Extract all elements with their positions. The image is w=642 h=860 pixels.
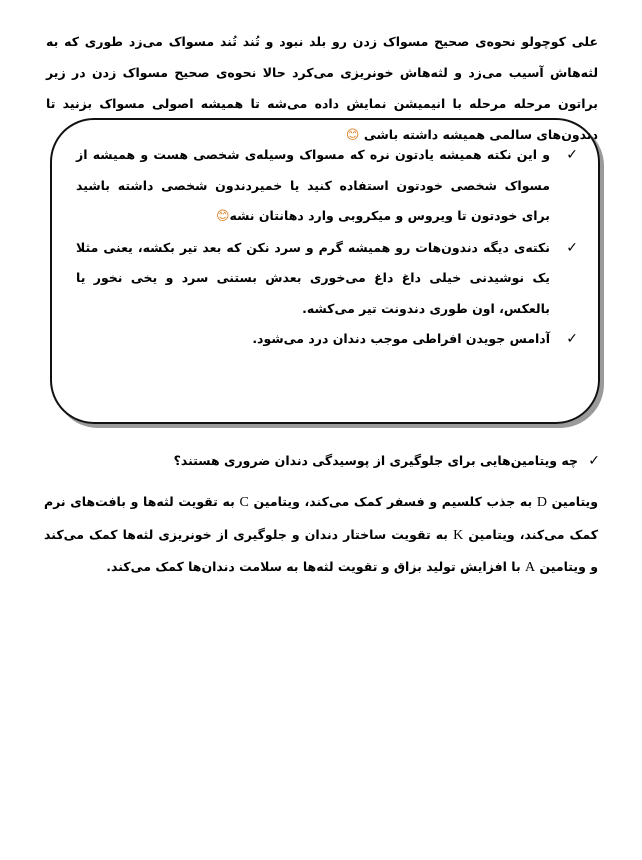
intro-line-1: علی کوچولو نحوه‌ی صحیح مسواک زدن رو بلد نبود و تُند تُند مسواک می‌زد طوری که به لثه‌هاش آسیب: [46, 34, 599, 80]
tip-text: آدامس جویدن افراطی موجب دندان درد می‌شود.: [252, 331, 550, 346]
vitamin-c-label: C: [239, 495, 249, 510]
tip-text: نکته‌ی دیگه دندون‌هات رو همیشه گرم و سرد نکن که بعد تیر بکشه، یعنی مثلا یک نوشیدنی خیلی داغ داغ می‌خوری بعدش بستنی سرد و یخی نخور یا بالعکس، اون طوری دندونت تیر می‌کشه.: [76, 239, 550, 316]
vitamin-a-label: A: [525, 560, 536, 575]
tip-item-chewing-gum: [76, 324, 578, 355]
smiley-emoji-icon: 😊: [345, 128, 360, 143]
answer-text: به جذب کلسیم و فسفر کمک می‌کند، ویتامین: [253, 494, 533, 509]
intro-line-3: نمایش داده می‌شه تا همیشه اصولی مسواک بزنید تا دندون‌های سالمی همیشه داشته باشی: [46, 96, 598, 142]
vitamin-k-label: K: [453, 527, 464, 543]
checkmark-icon: ✓: [566, 239, 578, 256]
answer-text: با افزایش تولید بزاق و تقویت لثه‌ها به سلامت دندان‌ها کمک می‌کند.: [106, 559, 521, 574]
checkmark-icon: ✓: [588, 453, 600, 469]
tips-callout-box: [50, 118, 600, 424]
tip-item-hot-cold: [76, 233, 578, 325]
intro-line-2: می‌زد و لثه‌هاش خونریزی می‌کرد حالا نحوه‌ی صحیح مسواک زدن در زیر براتون مرحله مرحله با انیمیشن: [46, 65, 599, 111]
vitamins-answer-paragraph: [44, 486, 598, 584]
tip-text: و این نکته همیشه یادتون نره که مسواک وسیله‌ی شخصی هست و همیشه از مسواک شخصی خودتون استفاده کنید یا خمیردندون شخصی داشته باشید برای خودتون تا ویروس و میکروبی وارد دهانتان نشه: [76, 147, 550, 223]
answer-text: ویتامین: [551, 494, 599, 509]
checkmark-icon: ✓: [566, 147, 578, 163]
vitamins-question: [46, 447, 600, 475]
vitamin-d-label: D: [536, 495, 547, 510]
smiley-emoji-icon: 😊: [215, 209, 230, 224]
answer-text: به تقویت ساختار دندان و جلوگیری از خونریزی لثه‌ها کمک می‌کند و ویتامین: [44, 526, 598, 574]
answer-text: به تقویت لثه‌ها و بافت‌های نرم کمک می‌کند، ویتامین: [44, 494, 598, 542]
checkmark-icon: ✓: [566, 331, 578, 347]
tip-item-personal-toothbrush: [76, 140, 578, 233]
tips-list: [76, 140, 578, 355]
question-text: چه ویتامین‌هایی برای جلوگیری از پوسیدگی دندان ضروری هستند؟: [173, 453, 578, 468]
